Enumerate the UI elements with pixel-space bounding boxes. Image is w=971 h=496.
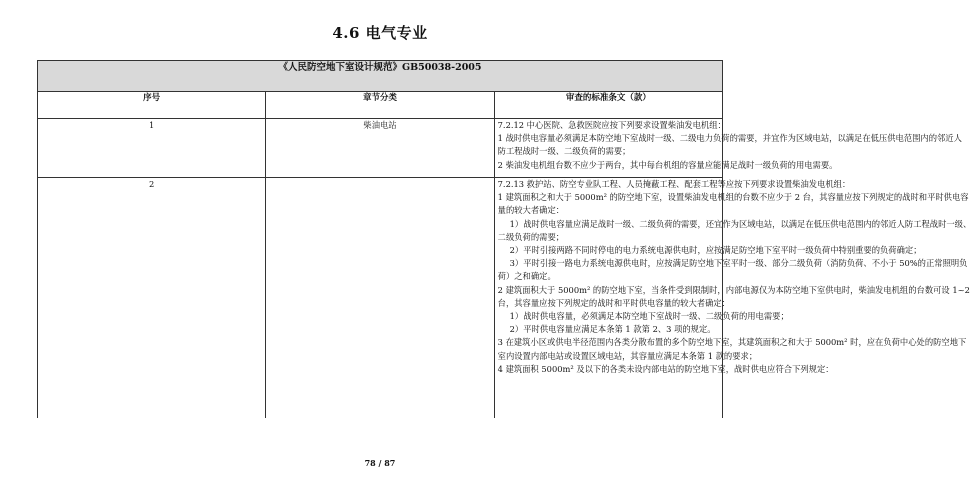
table-row [38, 178, 723, 419]
clause-line: 2 建筑面积大于 5000m² 的防空地下室，当条件受到限制时，内部电源仅为本防空地下室供电时，柴油发电机组的台数可设 1~2 [497, 284, 970, 295]
row-num: 2 [38, 178, 266, 419]
page-number: 78 / 87 [364, 458, 396, 468]
clause-line: 3 在建筑小区或供电半径范围内各类分散布置的多个防空地下室，其建筑面积之和大于 5000m² 时，应在负荷中心处的防空地下 [497, 337, 967, 348]
standards-table [37, 60, 971, 418]
header-num: 序号 [38, 92, 266, 119]
standard-title: 《人民防空地下室设计规范》GB50038-2005 [38, 61, 723, 92]
row-content [494, 178, 971, 419]
row-category: 柴油电站 [266, 119, 494, 178]
header-content: 审查的标准条文（款） [494, 92, 722, 119]
clause-line: 4 建筑面积 5000m² 及以下的各类未设内部电站的防空地下室，战时供电应符合下列规定： [497, 363, 834, 374]
clause-line: 3）平时引接一路电力系统电源供电时，应按满足防空地下室平时一级、部分二级负荷（消防负荷、不小于 50%的正常照明负 [509, 258, 968, 269]
clause-line: 1 战时供电容量必须满足本防空地下室战时一级、二级电力负荷的需要，并宜作为区域电站，以满足在低压供电范围内的邻近人 [497, 133, 962, 144]
clause-line: 2）平时引接两路不同时停电的电力系统电源供电时，应按满足防空地下室平时一级负荷中特别重要的负荷确定； [509, 245, 922, 256]
clause-line: 1 建筑面积之和大于 5000m² 的防空地下室，设置柴油发电机组的台数不应少于 2 台，其容量应按下列规定的战时和平时供电容 [497, 192, 969, 203]
clause-line: 1）战时供电容量应满足战时一级、二级负荷的需要，还宜作为区域电站，以满足在低压供电范围内的邻近人防工程战时一级、 [509, 218, 971, 229]
page-title: 4.6 电气专业 [332, 24, 428, 42]
clause-line: 7.2.12 中心医院、急救医院应按下列要求设置柴油发电机组： [497, 120, 726, 130]
clause-line: 7.2.13 救护站、防空专业队工程、人员掩蔽工程、配套工程等应按下列要求设置柴油发电机组： [497, 179, 851, 189]
row-num: 1 [38, 119, 266, 178]
table-header-row [38, 92, 723, 119]
clause-line: 荷）之和确定。 [497, 271, 556, 282]
clause-line: 2）平时供电容量应满足本条第 1 款第 2、3 项的规定。 [509, 324, 716, 335]
row-content [494, 119, 962, 178]
row-category [266, 178, 494, 419]
clause-line: 量的较大者确定： [497, 205, 565, 216]
table-row [38, 119, 723, 178]
clause-line: 台，其容量应按下列规定的战时和平时供电容量的较大者确定： [497, 297, 730, 308]
clause-line: 2 柴油发电机组台数不应少于两台，其中每台机组的容量应能满足战时一级负荷的用电需要。 [497, 159, 838, 170]
table-banner-row [38, 61, 723, 92]
clause-line: 二级负荷的需要； [497, 231, 565, 242]
clause-line: 室内设置内部电站或设置区域电站，其容量应满足本条第 1 款的要求； [497, 350, 758, 361]
clause-line: 防工程战时一级、二级负荷的需要； [497, 146, 631, 157]
clause-line: 1）战时供电容量，必须满足本防空地下室战时一级、二级负荷的用电需要； [509, 311, 789, 322]
header-category: 章节分类 [266, 92, 494, 119]
